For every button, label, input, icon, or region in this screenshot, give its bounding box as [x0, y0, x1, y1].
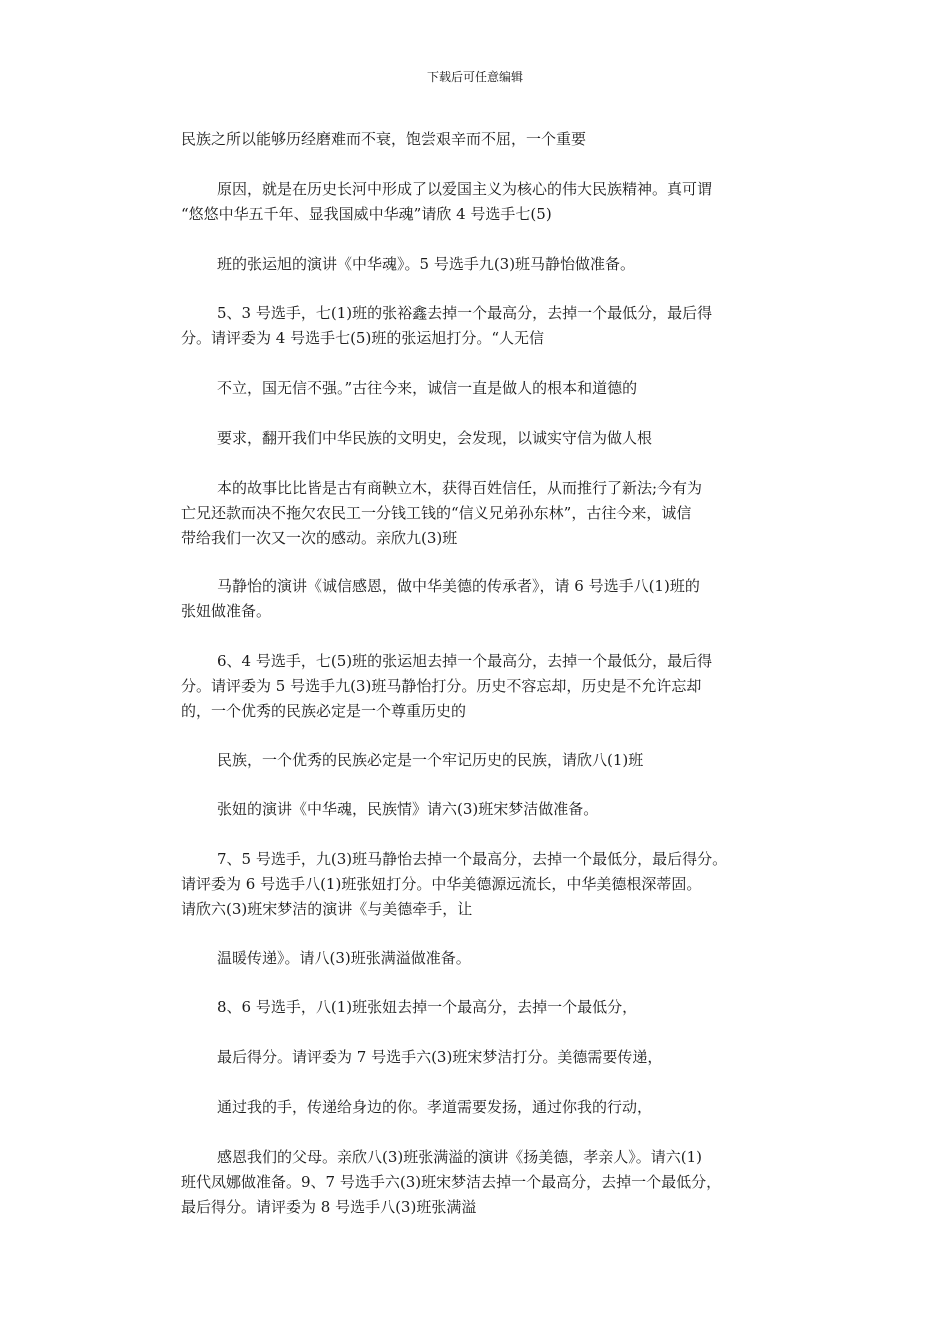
text-line: 分。请评委为 4 号选手七(5)班的张运旭打分。“人无信 — [181, 329, 544, 347]
paragraph — [181, 995, 781, 1020]
text-line: 张妞的演讲《中华魂，民族情》请六(3)班宋梦洁做准备。 — [217, 800, 599, 818]
paragraph — [181, 946, 781, 971]
text-line: 班代凤娜做准备。9、7 号选手六(3)班宋梦洁去掉一个最高分，去掉一个最低分， — [181, 1173, 722, 1191]
paragraph — [181, 177, 781, 227]
text-line: 请评委为 6 号选手八(1)班张妞打分。中华美德源远流长，中华美德根深蒂固。 — [181, 875, 702, 893]
paragraph — [181, 797, 781, 822]
paragraph — [181, 847, 781, 922]
paragraph — [181, 252, 781, 277]
text-line: 不立，国无信不强。”古往今来，诚信一直是做人的根本和道德的 — [217, 379, 638, 397]
text-line: 温暖传递》。请八(3)班张满溢做准备。 — [217, 949, 471, 967]
paragraph — [181, 649, 781, 724]
text-line: 分。请评委为 5 号选手九(3)班马静怡打分。历史不容忘却，历史是不允许忘却 — [181, 677, 702, 695]
text-line: 本的故事比比皆是古有商鞅立木，获得百姓信任，从而推行了新法;今有为 — [217, 479, 703, 497]
text-line: 马静怡的演讲《诚信感恩，做中华美德的传承者》，请 6 号选手八(1)班的 — [217, 577, 700, 595]
text-line: 张妞做准备。 — [181, 602, 272, 620]
text-line: 要求，翻开我们中华民族的文明史，会发现，以诚实守信为做人根 — [217, 429, 653, 447]
paragraph — [181, 748, 781, 773]
text-line: 班的张运旭的演讲《中华魂》。5 号选手九(3)班马静怡做准备。 — [217, 255, 636, 273]
text-line: 7、5 号选手，九(3)班马静怡去掉一个最高分，去掉一个最低分，最后得分。 — [217, 850, 728, 868]
text-line: 通过我的手，传递给身边的你。孝道需要发扬，通过你我的行动， — [217, 1098, 653, 1116]
page-header: 下载后可任意编辑 — [426, 70, 523, 84]
paragraph — [181, 376, 781, 401]
paragraph — [181, 1045, 781, 1070]
text-line: 最后得分。请评委为 8 号选手八(3)班张满溢 — [181, 1198, 477, 1216]
text-line: 感恩我们的父母。亲欣八(3)班张满溢的演讲《扬美德，孝亲人》。请六(1) — [217, 1148, 702, 1166]
text-line: 的，一个优秀的民族必定是一个尊重历史的 — [181, 702, 467, 720]
text-line: 亡兄还款而决不拖欠农民工一分钱工钱的“信义兄弟孙东林”，古往今来，诚信 — [181, 504, 692, 522]
paragraph — [181, 127, 781, 152]
text-line: 8、6 号选手，八(1)班张妞去掉一个最高分，去掉一个最低分， — [217, 998, 638, 1016]
text-line: 请欣六(3)班宋梦洁的演讲《与美德牵手，让 — [181, 900, 473, 918]
text-line: 带给我们一次又一次的感动。亲欣九(3)班 — [181, 529, 458, 547]
paragraph — [181, 574, 781, 624]
paragraph — [181, 426, 781, 451]
text-line: “悠悠中华五千年、显我国威中华魂”请欣 4 号选手七(5) — [181, 205, 552, 223]
text-line: 6、4 号选手，七(5)班的张运旭去掉一个最高分，去掉一个最低分，最后得 — [217, 652, 713, 670]
paragraph — [181, 1095, 781, 1120]
paragraph — [181, 301, 781, 351]
paragraph — [181, 476, 781, 551]
text-line: 5、3 号选手，七(1)班的张裕鑫去掉一个最高分，去掉一个最低分，最后得 — [217, 304, 713, 322]
text-line: 民族，一个优秀的民族必定是一个牢记历史的民族，请欣八(1)班 — [217, 751, 644, 769]
text-line: 民族之所以能够历经磨难而不衰，饱尝艰辛而不屈，一个重要 — [181, 130, 587, 148]
text-line: 最后得分。请评委为 7 号选手六(3)班宋梦洁打分。美德需要传递， — [217, 1048, 663, 1066]
text-line: 原因，就是在历史长河中形成了以爱国主义为核心的伟大民族精神。真可谓 — [217, 180, 713, 198]
paragraph — [181, 1145, 781, 1220]
